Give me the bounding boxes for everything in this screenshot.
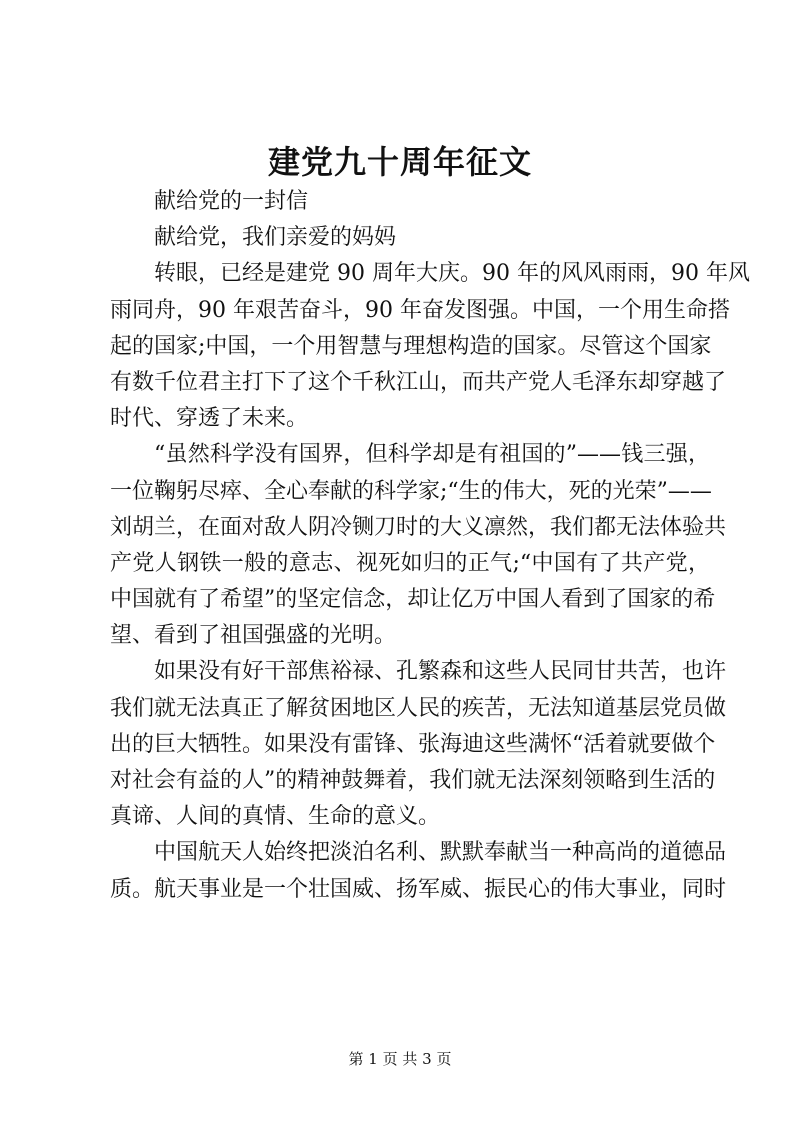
- document-title: 建党九十周年征文: [267, 143, 532, 181]
- text-line: 对社会有益的人”的精神鼓舞着，我们就无法深刻领略到生活的: [110, 768, 716, 793]
- text-line: 望、看到了祖国强盛的光明。: [110, 623, 397, 649]
- text-line: 中国航天人始终把淡泊名利、默默奉献当一种高尚的道德品: [154, 840, 727, 866]
- text-line: 真谛、人间的真情、生命的意义。: [110, 804, 441, 830]
- text-line: 一位鞠躬尽瘁、全心奉献的科学家;“生的伟大，死的光荣”——: [110, 478, 712, 504]
- text-line: 转眼，已经是建党 90 周年大庆。90 年的风风雨雨，90 年风: [154, 261, 750, 287]
- text-line: 起的国家;中国，一个用智慧与理想构造的国家。尽管这个国家: [110, 333, 712, 359]
- text-line: 质。航天事业是一个壮国威、扬军威、振民心的伟大事业，同时: [110, 876, 727, 902]
- text-line: 有数千位君主打下了这个千秋江山，而共产党人毛泽东却穿越了: [110, 369, 727, 395]
- text-line: 如果没有好干部焦裕禄、孔繁森和这些人民同甘共苦，也许: [154, 659, 727, 685]
- page-footer: 第 1 页 共 3 页: [348, 1050, 452, 1068]
- text-line: 产党人钢铁一般的意志、视死如归的正气;“中国有了共产党，: [110, 550, 710, 576]
- text-line: 我们就无法真正了解贫困地区人民的疾苦，无法知道基层党员做: [110, 695, 727, 721]
- text-line: “虽然科学没有国界，但科学却是有祖国的”——钱三强，: [154, 442, 710, 468]
- text-line: 刘胡兰，在面对敌人阴冷铡刀时的大义凛然，我们都无法体验共: [110, 514, 727, 540]
- text-line: 雨同舟，90 年艰苦奋斗，90 年奋发图强。中国，一个用生命搭: [110, 297, 730, 323]
- text-line: 献给党，我们亲爱的妈妈: [154, 225, 397, 251]
- document-body: [110, 184, 750, 908]
- text-line: 献给党的一封信: [154, 189, 309, 214]
- text-line: 时代、穿透了未来。: [110, 406, 309, 432]
- text-line: 出的巨大牺牲。如果没有雷锋、张海迪这些满怀“活着就要做个: [110, 731, 716, 757]
- text-line: 中国就有了希望”的坚定信念，却让亿万中国人看到了国家的希: [110, 587, 716, 613]
